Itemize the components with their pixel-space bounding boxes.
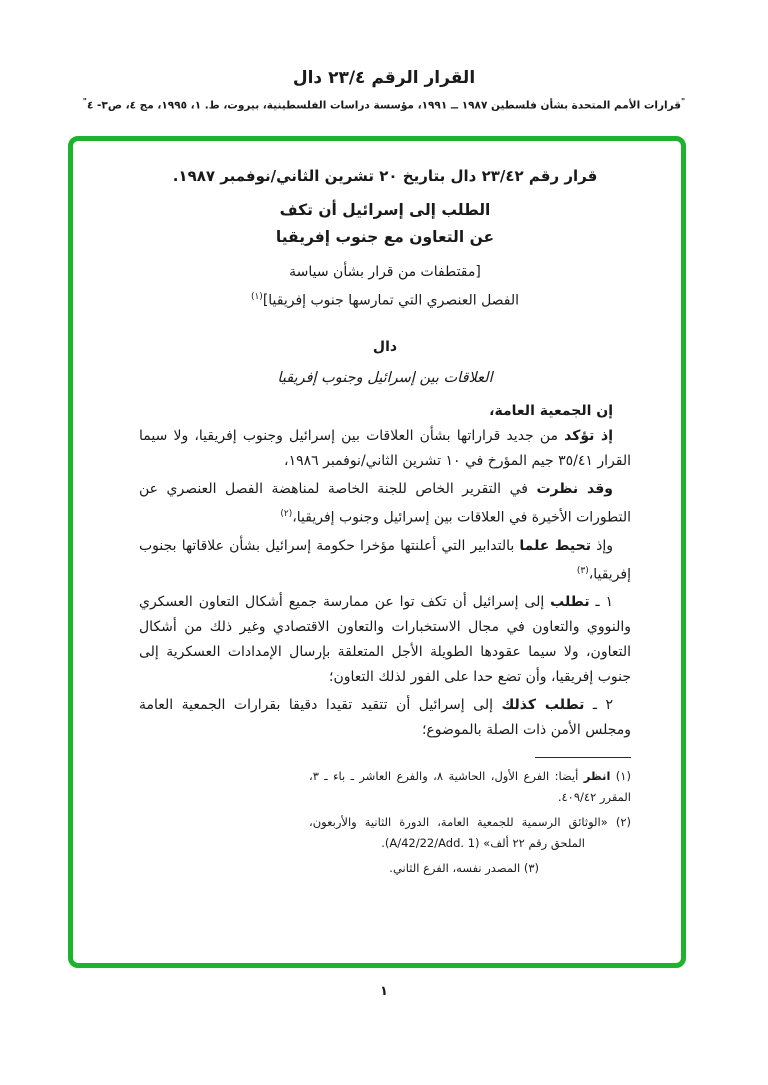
- text-segment: إذ تؤكد: [564, 428, 613, 445]
- source-citation: [0, 97, 768, 112]
- resolution-paragraph-2: [139, 477, 631, 531]
- resolution-subject-line2: عن التعاون مع جنوب إفريقيا: [275, 227, 495, 246]
- section-letter: دال: [372, 339, 398, 356]
- text-segment: (٢) «الوثائق الرسمية للجمعية العامة، الدورة الثانية والأربعون، الملحق رقم ٢٢ ألف»: [309, 815, 631, 851]
- text-segment: تطلب: [550, 594, 590, 611]
- resolution-body: [139, 424, 631, 743]
- section-title: العلاقات بين إسرائيل وجنوب إفريقيا: [277, 370, 493, 387]
- text-segment: في التقرير الخاص للجنة الخاصة لمناهضة الفصل العنصري عن التطورات الأخيرة في العلاقات بين إسرائيل وجنوب إفريقيا،: [139, 481, 631, 526]
- citation-mark-start: ": [681, 97, 686, 106]
- bracket-note-text: الفصل العنصري التي تمارسها جنوب إفريقيا]: [262, 292, 520, 309]
- text-segment: تطلب كذلك: [501, 697, 585, 714]
- page-title: القرار الرقم ٢٣/٤ دال: [292, 68, 476, 88]
- page-number: ١: [380, 983, 388, 999]
- footnote-2: [309, 812, 631, 854]
- footnote-3: [309, 858, 631, 879]
- bracket-note-line1: [مقتطفات من قرار بشأن سياسة: [289, 263, 481, 280]
- footnote-ref-1: (١): [250, 291, 263, 302]
- text-segment: ١ ـ: [589, 594, 613, 611]
- resolution-paragraph-1: [139, 424, 631, 474]
- text-segment: ٢ ـ: [584, 697, 613, 714]
- resolution-subject-line1: الطلب إلى إسرائيل أن تكف: [279, 200, 491, 219]
- resolution-paragraph-4: [139, 590, 631, 690]
- footnote-1: [309, 766, 631, 808]
- text-segment: بالتدابير التي أعلنتها مؤخرا حكومة إسرائيل بشأن علاقاتها بجنوب إفريقيا،: [139, 537, 631, 583]
- footnote-ref: (٢): [280, 509, 293, 520]
- citation-text: قرارات الأمم المتحدة بشأن فلسطين ١٩٨٧ ــ ١٩٩١، مؤسسة دراسات الفلسطينية، بيروت، ط. ١، ١٩٩٥، مج ٤، ص٣- ٤: [86, 99, 682, 112]
- text-segment: أيضا: الفرع الأول، الحاشية ٨، والفرع العاشر ـ باء ـ ٣، المقرر ٤٠٩/٤٢.: [309, 769, 631, 805]
- resolution-title: قرار رقم ٢٣/٤٢ دال بتاريخ ٢٠ تشرين الثاني/نوفمبر ١٩٨٧.: [172, 166, 598, 185]
- text-segment: (١): [610, 769, 631, 784]
- text-segment: إلى إسرائيل أن تكف توا عن ممارسة جميع أشكال التعاون العسكري والنووي والتعاون في مجال الاستخبارات والتعاون الاقتصادي وغير ذلك من أشكال التعاون، ولا سيما عقودها الطويلة الأجل المتعلقة بإرسال الإمدادات العسكرية إلى جنوب إفريقيا، وأن تضع حدا على الفور لذلك التعاون؛: [139, 594, 631, 686]
- bracket-note-line2: [139, 285, 631, 314]
- text-segment: (٣) المصدر نفسه، الفرع الثاني.: [389, 861, 539, 876]
- footnote-separator: [535, 757, 631, 758]
- text-segment: وإذ: [590, 537, 613, 554]
- text-segment: انظر: [583, 769, 611, 784]
- text-segment: وقد نظرت: [536, 481, 613, 498]
- text-segment: .: [381, 836, 385, 851]
- footnote-ref: (٣): [576, 565, 589, 576]
- text-segment: تحيط علما: [519, 537, 591, 554]
- text-segment: (A/42/22/Add. 1): [384, 836, 480, 851]
- text-segment: إلى إسرائيل أن تتقيد تقيدا دقيقا بقرارات الجمعية العامة ومجلس الأمن ذات الصلة بالموضوع؛: [139, 697, 631, 739]
- text-segment: من جديد قراراتها بشأن العلاقات بين إسرائيل وجنوب إفريقيا، ولا سيما القرار ٣٥/٤١ جيم المؤرخ في ١٠ تشرين الثاني/نوفمبر ١٩٨٦،: [139, 428, 631, 470]
- resolution-paragraph-3: [139, 534, 631, 588]
- footnotes-block: [309, 757, 631, 879]
- resolution-paragraph-5: [139, 693, 631, 743]
- resolution-box: [68, 136, 686, 968]
- preamble-intro: إن الجمعية العامة،: [489, 403, 613, 420]
- footnote-list: [309, 766, 631, 879]
- citation-mark-end: ": [82, 97, 87, 106]
